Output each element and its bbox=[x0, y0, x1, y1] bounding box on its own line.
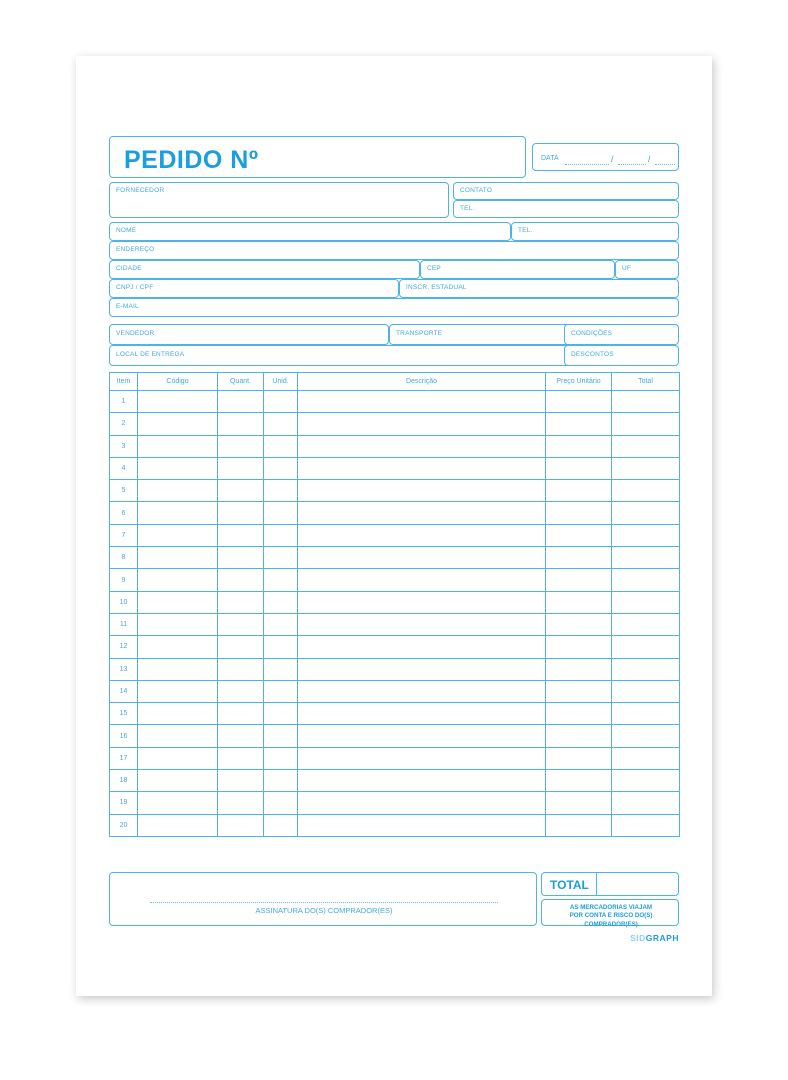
cell-descricao[interactable] bbox=[298, 658, 546, 680]
cell-item-number: 14 bbox=[110, 680, 138, 702]
cell-unid[interactable] bbox=[264, 636, 298, 658]
uf-label: UF bbox=[622, 265, 632, 272]
cell-total[interactable] bbox=[612, 747, 680, 769]
cell-codigo[interactable] bbox=[138, 703, 218, 725]
cell-unid[interactable] bbox=[264, 413, 298, 435]
cell-descricao[interactable] bbox=[298, 457, 546, 479]
col-total: Total bbox=[612, 373, 680, 391]
cell-item-number: 3 bbox=[110, 435, 138, 457]
items-table bbox=[109, 372, 680, 837]
cell-unid[interactable] bbox=[264, 502, 298, 524]
cell-unid[interactable] bbox=[264, 770, 298, 792]
cell-total[interactable] bbox=[612, 613, 680, 635]
cell-total[interactable] bbox=[612, 569, 680, 591]
fornecedor-label: FORNECEDOR bbox=[116, 187, 165, 194]
cell-descricao[interactable] bbox=[298, 792, 546, 814]
brand-sid: SID bbox=[630, 933, 646, 943]
cep-field[interactable] bbox=[420, 260, 615, 279]
cell-total[interactable] bbox=[612, 480, 680, 502]
cell-codigo[interactable] bbox=[138, 747, 218, 769]
table-row[interactable] bbox=[110, 524, 680, 546]
cell-quant[interactable] bbox=[218, 480, 264, 502]
col-codigo: Código bbox=[138, 373, 218, 391]
descontos-field[interactable] bbox=[564, 345, 679, 366]
cell-total[interactable] bbox=[612, 524, 680, 546]
cell-item-number: 18 bbox=[110, 770, 138, 792]
cell-quant[interactable] bbox=[218, 792, 264, 814]
date-box[interactable] bbox=[532, 143, 679, 171]
cell-descricao[interactable] bbox=[298, 703, 546, 725]
inscricao-estadual-label: INSCR. ESTADUAL bbox=[406, 284, 467, 291]
brand-graph: GRAPH bbox=[645, 933, 679, 943]
table-row[interactable] bbox=[110, 457, 680, 479]
table-row[interactable] bbox=[110, 703, 680, 725]
cell-codigo[interactable] bbox=[138, 569, 218, 591]
items-body bbox=[110, 391, 680, 837]
endereco-field[interactable] bbox=[109, 241, 679, 260]
cell-quant[interactable] bbox=[218, 569, 264, 591]
cell-quant[interactable] bbox=[218, 613, 264, 635]
cell-codigo[interactable] bbox=[138, 413, 218, 435]
email-field[interactable] bbox=[109, 298, 679, 317]
cell-codigo[interactable] bbox=[138, 680, 218, 702]
cell-quant[interactable] bbox=[218, 391, 264, 413]
cell-quant[interactable] bbox=[218, 814, 264, 836]
cell-descricao[interactable] bbox=[298, 680, 546, 702]
cell-preco-unitario[interactable] bbox=[546, 613, 612, 635]
col-descricao: Descrição bbox=[298, 373, 546, 391]
cell-unid[interactable] bbox=[264, 547, 298, 569]
cell-preco-unitario[interactable] bbox=[546, 725, 612, 747]
cell-quant[interactable] bbox=[218, 435, 264, 457]
email-label: E-MAIL bbox=[116, 303, 139, 310]
cell-quant[interactable] bbox=[218, 636, 264, 658]
cell-descricao[interactable] bbox=[298, 391, 546, 413]
cell-descricao[interactable] bbox=[298, 770, 546, 792]
cell-item-number: 1 bbox=[110, 391, 138, 413]
cell-unid[interactable] bbox=[264, 480, 298, 502]
cell-item-number: 8 bbox=[110, 547, 138, 569]
cell-quant[interactable] bbox=[218, 502, 264, 524]
cell-item-number: 2 bbox=[110, 413, 138, 435]
col-unid: Unid. bbox=[264, 373, 298, 391]
cell-descricao[interactable] bbox=[298, 480, 546, 502]
cnpj-cpf-field[interactable] bbox=[109, 279, 399, 298]
table-row[interactable] bbox=[110, 391, 680, 413]
cell-item-number: 19 bbox=[110, 792, 138, 814]
cell-codigo[interactable] bbox=[138, 547, 218, 569]
cell-preco-unitario[interactable] bbox=[546, 747, 612, 769]
table-row[interactable] bbox=[110, 480, 680, 502]
cell-unid[interactable] bbox=[264, 725, 298, 747]
table-row[interactable] bbox=[110, 547, 680, 569]
cell-preco-unitario[interactable] bbox=[546, 658, 612, 680]
cell-preco-unitario[interactable] bbox=[546, 569, 612, 591]
descontos-label: DESCONTOS bbox=[571, 351, 614, 358]
cell-preco-unitario[interactable] bbox=[546, 680, 612, 702]
order-form bbox=[109, 136, 679, 926]
cell-codigo[interactable] bbox=[138, 658, 218, 680]
cell-codigo[interactable] bbox=[138, 613, 218, 635]
signature-label: ASSINATURA DO(S) COMPRADOR(ES) bbox=[255, 906, 393, 915]
cell-item-number: 16 bbox=[110, 725, 138, 747]
vendedor-label: VENDEDOR bbox=[116, 330, 155, 337]
condicoes-field[interactable] bbox=[564, 324, 679, 345]
date-slash-1: / bbox=[611, 154, 614, 164]
cell-codigo[interactable] bbox=[138, 591, 218, 613]
cell-item-number: 4 bbox=[110, 457, 138, 479]
cell-preco-unitario[interactable] bbox=[546, 792, 612, 814]
cell-quant[interactable] bbox=[218, 413, 264, 435]
date-slash-2: / bbox=[648, 154, 651, 164]
contato-label: CONTATO bbox=[460, 187, 493, 194]
cell-codigo[interactable] bbox=[138, 480, 218, 502]
cell-codigo[interactable] bbox=[138, 770, 218, 792]
cell-item-number: 7 bbox=[110, 524, 138, 546]
cell-codigo[interactable] bbox=[138, 725, 218, 747]
total-divider bbox=[596, 873, 597, 895]
table-row[interactable] bbox=[110, 435, 680, 457]
cell-quant[interactable] bbox=[218, 747, 264, 769]
title-row bbox=[109, 136, 679, 178]
cell-preco-unitario[interactable] bbox=[546, 435, 612, 457]
cell-total[interactable] bbox=[612, 591, 680, 613]
cell-total[interactable] bbox=[612, 725, 680, 747]
notice-line-1: AS MERCADORIAS VIAJAM bbox=[569, 904, 653, 911]
cell-item-number: 10 bbox=[110, 591, 138, 613]
tel-cliente-field[interactable] bbox=[511, 222, 679, 241]
tel-cliente-label: TEL. bbox=[518, 227, 533, 234]
cell-descricao[interactable] bbox=[298, 591, 546, 613]
cell-descricao[interactable] bbox=[298, 569, 546, 591]
cell-quant[interactable] bbox=[218, 591, 264, 613]
cell-quant[interactable] bbox=[218, 770, 264, 792]
cell-descricao[interactable] bbox=[298, 435, 546, 457]
table-row[interactable] bbox=[110, 591, 680, 613]
cell-quant[interactable] bbox=[218, 547, 264, 569]
table-row[interactable] bbox=[110, 636, 680, 658]
cell-codigo[interactable] bbox=[138, 524, 218, 546]
cell-preco-unitario[interactable] bbox=[546, 814, 612, 836]
cell-descricao[interactable] bbox=[298, 636, 546, 658]
cell-item-number: 9 bbox=[110, 569, 138, 591]
notice-line-2: POR CONTA E RISCO DO(S) bbox=[569, 912, 653, 920]
cnpj-cpf-label: CNPJ / CPF bbox=[116, 284, 154, 291]
cell-total[interactable] bbox=[612, 435, 680, 457]
cell-total[interactable] bbox=[612, 703, 680, 725]
cell-descricao[interactable] bbox=[298, 747, 546, 769]
cell-preco-unitario[interactable] bbox=[546, 480, 612, 502]
cell-unid[interactable] bbox=[264, 524, 298, 546]
tel-contato-field[interactable] bbox=[453, 200, 679, 218]
table-row[interactable] bbox=[110, 613, 680, 635]
cell-unid[interactable] bbox=[264, 435, 298, 457]
cell-preco-unitario[interactable] bbox=[546, 547, 612, 569]
page-title: PEDIDO Nº bbox=[124, 146, 259, 174]
cell-unid[interactable] bbox=[264, 591, 298, 613]
cidade-label: CIDADE bbox=[116, 265, 142, 272]
cell-codigo[interactable] bbox=[138, 814, 218, 836]
cell-item-number: 13 bbox=[110, 658, 138, 680]
uf-field[interactable] bbox=[615, 260, 679, 279]
cell-codigo[interactable] bbox=[138, 502, 218, 524]
contato-field[interactable] bbox=[453, 182, 679, 200]
cell-total[interactable] bbox=[612, 502, 680, 524]
col-preco-unitario: Preço Unitário bbox=[546, 373, 612, 391]
nome-label: NOME bbox=[116, 227, 137, 234]
cell-total[interactable] bbox=[612, 814, 680, 836]
cell-preco-unitario[interactable] bbox=[546, 591, 612, 613]
condicoes-label: CONDIÇÕES bbox=[571, 330, 613, 337]
cidade-field[interactable] bbox=[109, 260, 420, 279]
cell-item-number: 20 bbox=[110, 814, 138, 836]
cell-unid[interactable] bbox=[264, 814, 298, 836]
table-row[interactable] bbox=[110, 680, 680, 702]
cell-unid[interactable] bbox=[264, 613, 298, 635]
cell-unid[interactable] bbox=[264, 457, 298, 479]
cell-codigo[interactable] bbox=[138, 391, 218, 413]
total-label: TOTAL bbox=[550, 878, 589, 892]
cell-total[interactable] bbox=[612, 457, 680, 479]
table-row[interactable] bbox=[110, 814, 680, 836]
date-day-line[interactable] bbox=[565, 163, 609, 165]
order-number-box[interactable] bbox=[109, 136, 526, 178]
date-month-line[interactable] bbox=[618, 163, 646, 165]
cell-quant[interactable] bbox=[218, 457, 264, 479]
cell-unid[interactable] bbox=[264, 703, 298, 725]
cell-codigo[interactable] bbox=[138, 435, 218, 457]
cell-preco-unitario[interactable] bbox=[546, 391, 612, 413]
cell-item-number: 5 bbox=[110, 480, 138, 502]
signature-box[interactable] bbox=[109, 872, 537, 926]
cell-total[interactable] bbox=[612, 547, 680, 569]
cell-item-number: 11 bbox=[110, 613, 138, 635]
table-row[interactable] bbox=[110, 747, 680, 769]
table-row[interactable] bbox=[110, 569, 680, 591]
cell-unid[interactable] bbox=[264, 658, 298, 680]
cell-preco-unitario[interactable] bbox=[546, 502, 612, 524]
cell-item-number: 17 bbox=[110, 747, 138, 769]
cell-descricao[interactable] bbox=[298, 502, 546, 524]
cell-quant[interactable] bbox=[218, 725, 264, 747]
cell-descricao[interactable] bbox=[298, 814, 546, 836]
cell-total[interactable] bbox=[612, 391, 680, 413]
cell-preco-unitario[interactable] bbox=[546, 524, 612, 546]
cep-label: CEP bbox=[427, 265, 441, 272]
cell-item-number: 12 bbox=[110, 636, 138, 658]
col-quant: Quant. bbox=[218, 373, 264, 391]
notice-box bbox=[541, 899, 679, 926]
cell-preco-unitario[interactable] bbox=[546, 457, 612, 479]
local-entrega-label: LOCAL DE ENTREGA bbox=[116, 351, 185, 358]
vendedor-field[interactable] bbox=[109, 324, 389, 345]
cell-descricao[interactable] bbox=[298, 613, 546, 635]
table-row[interactable] bbox=[110, 413, 680, 435]
date-label: DATA bbox=[541, 155, 559, 162]
cell-descricao[interactable] bbox=[298, 547, 546, 569]
table-row[interactable] bbox=[110, 725, 680, 747]
cell-item-number: 15 bbox=[110, 703, 138, 725]
cell-total[interactable] bbox=[612, 636, 680, 658]
cell-total[interactable] bbox=[612, 413, 680, 435]
cell-unid[interactable] bbox=[264, 391, 298, 413]
cell-descricao[interactable] bbox=[298, 413, 546, 435]
cell-preco-unitario[interactable] bbox=[546, 770, 612, 792]
cell-quant[interactable] bbox=[218, 703, 264, 725]
cell-unid[interactable] bbox=[264, 792, 298, 814]
cell-total[interactable] bbox=[612, 658, 680, 680]
cell-total[interactable] bbox=[612, 680, 680, 702]
table-row[interactable] bbox=[110, 792, 680, 814]
cell-codigo[interactable] bbox=[138, 636, 218, 658]
cell-preco-unitario[interactable] bbox=[546, 703, 612, 725]
table-header-row bbox=[110, 373, 680, 391]
transporte-label: TRANSPORTE bbox=[396, 330, 443, 337]
cell-quant[interactable] bbox=[218, 524, 264, 546]
cell-unid[interactable] bbox=[264, 747, 298, 769]
cell-codigo[interactable] bbox=[138, 792, 218, 814]
table-row[interactable] bbox=[110, 658, 680, 680]
cell-quant[interactable] bbox=[218, 658, 264, 680]
notice-text bbox=[542, 904, 680, 929]
total-box[interactable] bbox=[541, 872, 679, 896]
signature-line[interactable] bbox=[150, 901, 498, 903]
table-row[interactable] bbox=[110, 770, 680, 792]
table-row[interactable] bbox=[110, 502, 680, 524]
nome-field[interactable] bbox=[109, 222, 511, 241]
tel-contato-label: TEL. bbox=[460, 205, 475, 212]
date-year-line[interactable] bbox=[655, 163, 675, 165]
cell-quant[interactable] bbox=[218, 680, 264, 702]
cell-descricao[interactable] bbox=[298, 725, 546, 747]
col-item: Item bbox=[110, 373, 138, 391]
fornecedor-field[interactable] bbox=[109, 182, 449, 218]
cell-unid[interactable] bbox=[264, 569, 298, 591]
notice-line-3: COMPRADOR(ES) bbox=[584, 920, 638, 928]
cell-descricao[interactable] bbox=[298, 524, 546, 546]
cell-item-number: 6 bbox=[110, 502, 138, 524]
items-table-wrapper bbox=[109, 372, 679, 867]
cell-preco-unitario[interactable] bbox=[546, 636, 612, 658]
brand-logo bbox=[630, 933, 679, 943]
inscricao-estadual-field[interactable] bbox=[399, 279, 679, 298]
cell-total[interactable] bbox=[612, 792, 680, 814]
endereco-label: ENDEREÇO bbox=[116, 246, 155, 253]
cell-preco-unitario[interactable] bbox=[546, 413, 612, 435]
cell-total[interactable] bbox=[612, 770, 680, 792]
cell-codigo[interactable] bbox=[138, 457, 218, 479]
cell-unid[interactable] bbox=[264, 680, 298, 702]
paper-sheet bbox=[76, 56, 712, 996]
